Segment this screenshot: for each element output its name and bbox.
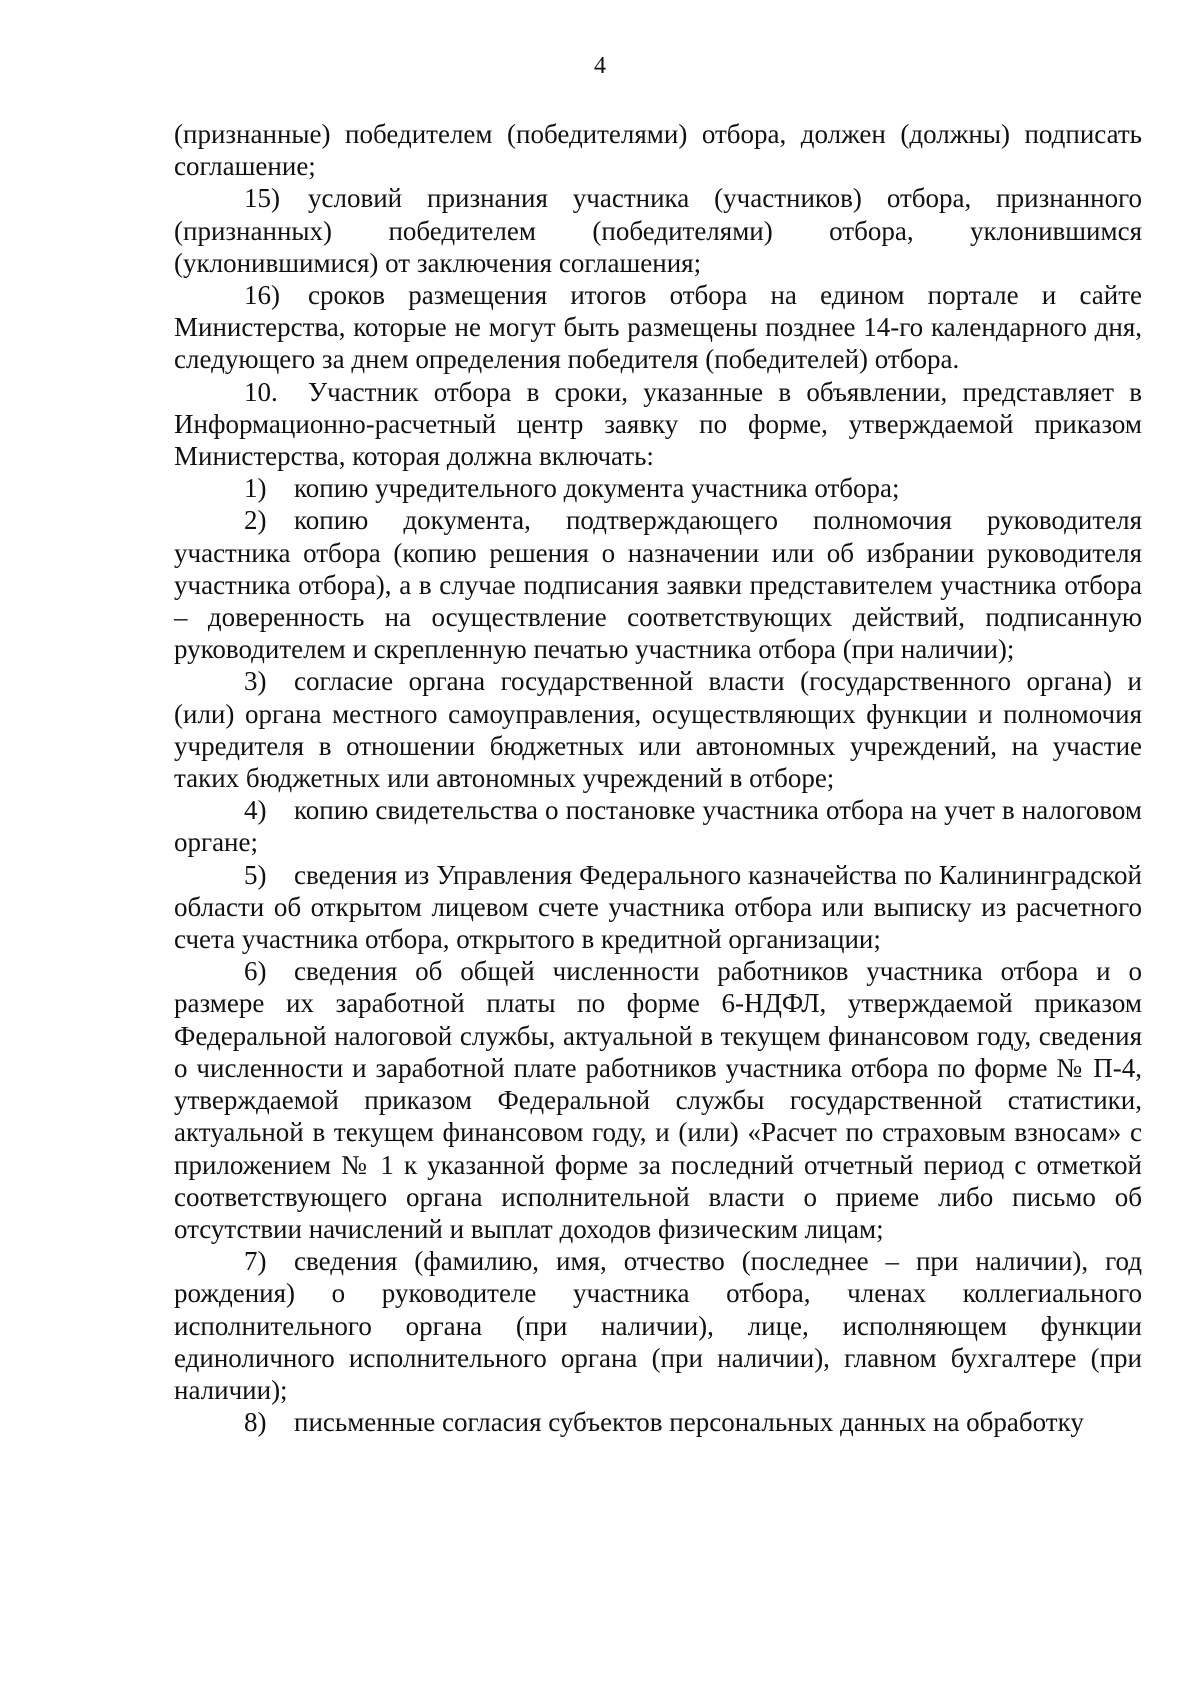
paragraph-text: условий признания участника (участников) отбора, признанного (признанных) победителем (победителями) отбора, уклонившимся (уклонившимися) от заключения соглашения; (174, 183, 1142, 278)
item-number: 6) (244, 956, 267, 987)
paragraph-item-5 (174, 859, 1142, 956)
paragraph-section-10 (174, 376, 1142, 473)
item-number: 5) (244, 859, 267, 890)
item-number: 8) (244, 1407, 267, 1438)
item-number: 4) (244, 795, 267, 826)
paragraph-text: письменные согласия субъектов персональных данных на обработку (294, 1407, 1084, 1438)
item-number: 2) (244, 505, 267, 536)
paragraph-item-1 (174, 472, 1142, 504)
paragraph-text: сведения (фамилию, имя, отчество (последнее – при наличии), год рождения) о руководителе участника отбора, членах коллегиального исполнительного органа (при наличии), лице, исполняющем функции единоличного исполнительного органа (при наличии), главном бухгалтере (при наличии); (174, 1246, 1142, 1405)
paragraph-text: сроков размещения итогов отбора на едином портале и сайте Министерства, которые не могут быть размещены позднее 14-го календарного дня, следующего за днем определения победителя (победителей) отбора. (174, 280, 1142, 375)
paragraph-item-2 (174, 504, 1142, 665)
item-number: 16) (244, 280, 280, 311)
item-number: 15) (244, 183, 280, 214)
paragraph-text: Участник отбора в сроки, указанные в объявлении, представляет в Информационно-расчетный центр заявку по форме, утверждаемой приказом Министерства, которая должна включать: (174, 376, 1142, 472)
item-number: 1) (244, 473, 267, 504)
page-number: 4 (594, 53, 606, 79)
item-number: 7) (244, 1246, 267, 1277)
paragraph-continuation (174, 118, 1142, 182)
item-number: 10. (244, 376, 278, 407)
paragraph-text: копию документа, подтверждающего полномочия руководителя участника отбора (копию решения о назначении или об избрании руководителя участника отбора), а в случае подписания заявки представителем участника отбора – доверенность на осуществление соответствующих действий, подписанную руководителем и скрепленную печатью участника отбора (при наличии); (174, 505, 1142, 665)
paragraph-text: копию свидетельства о постановке участника отбора на учет в налоговом органе; (174, 795, 1142, 858)
paragraph-item-8 (174, 1406, 1142, 1438)
paragraph-text: сведения об общей численности работников участника отбора и о размере их заработной платы по форме 6-НДФЛ, утверждаемой приказом Федеральной налоговой службы, актуальной в текущем финансовом году, сведения о численности и заработной плате работников участника отбора по форме № П-4, утверждаемой приказом Федеральной службы государственной статистики, актуальной в текущем финансовом году, и (или) «Расчет по страховым взносам» с приложением № 1 к указанной форме за последний отчетный период с отметкой соответствующего органа исполнительной власти о приеме либо письмо об отсутствии начислений и выплат доходов физическим лицам; (174, 956, 1142, 1244)
paragraph-item-15 (174, 182, 1142, 279)
paragraph-item-3 (174, 665, 1142, 794)
paragraph-item-7 (174, 1245, 1142, 1406)
paragraph-text: копию учредительного документа участника отбора; (294, 473, 900, 504)
document-body (174, 118, 1142, 1438)
paragraph-text: сведения из Управления Федерального казначейства по Калининградской области об открытом лицевом счете участника отбора или выписку из расчетного счета участника отбора, открытого в кредитной организации; (174, 859, 1142, 955)
paragraph-text: согласие органа государственной власти (государственного органа) и (или) органа местного самоуправления, осуществляющих функции и полномочия учредителя в отношении бюджетных или автономных учреждений, на участие таких бюджетных или автономных учреждений в отборе; (174, 666, 1142, 794)
paragraph-text: (признанные) победителем (победителями) отбора, должен (должны) подписать соглашение; (174, 119, 1142, 182)
item-number: 3) (244, 666, 267, 697)
paragraph-item-6 (174, 955, 1142, 1245)
paragraph-item-4 (174, 794, 1142, 858)
paragraph-item-16 (174, 279, 1142, 376)
